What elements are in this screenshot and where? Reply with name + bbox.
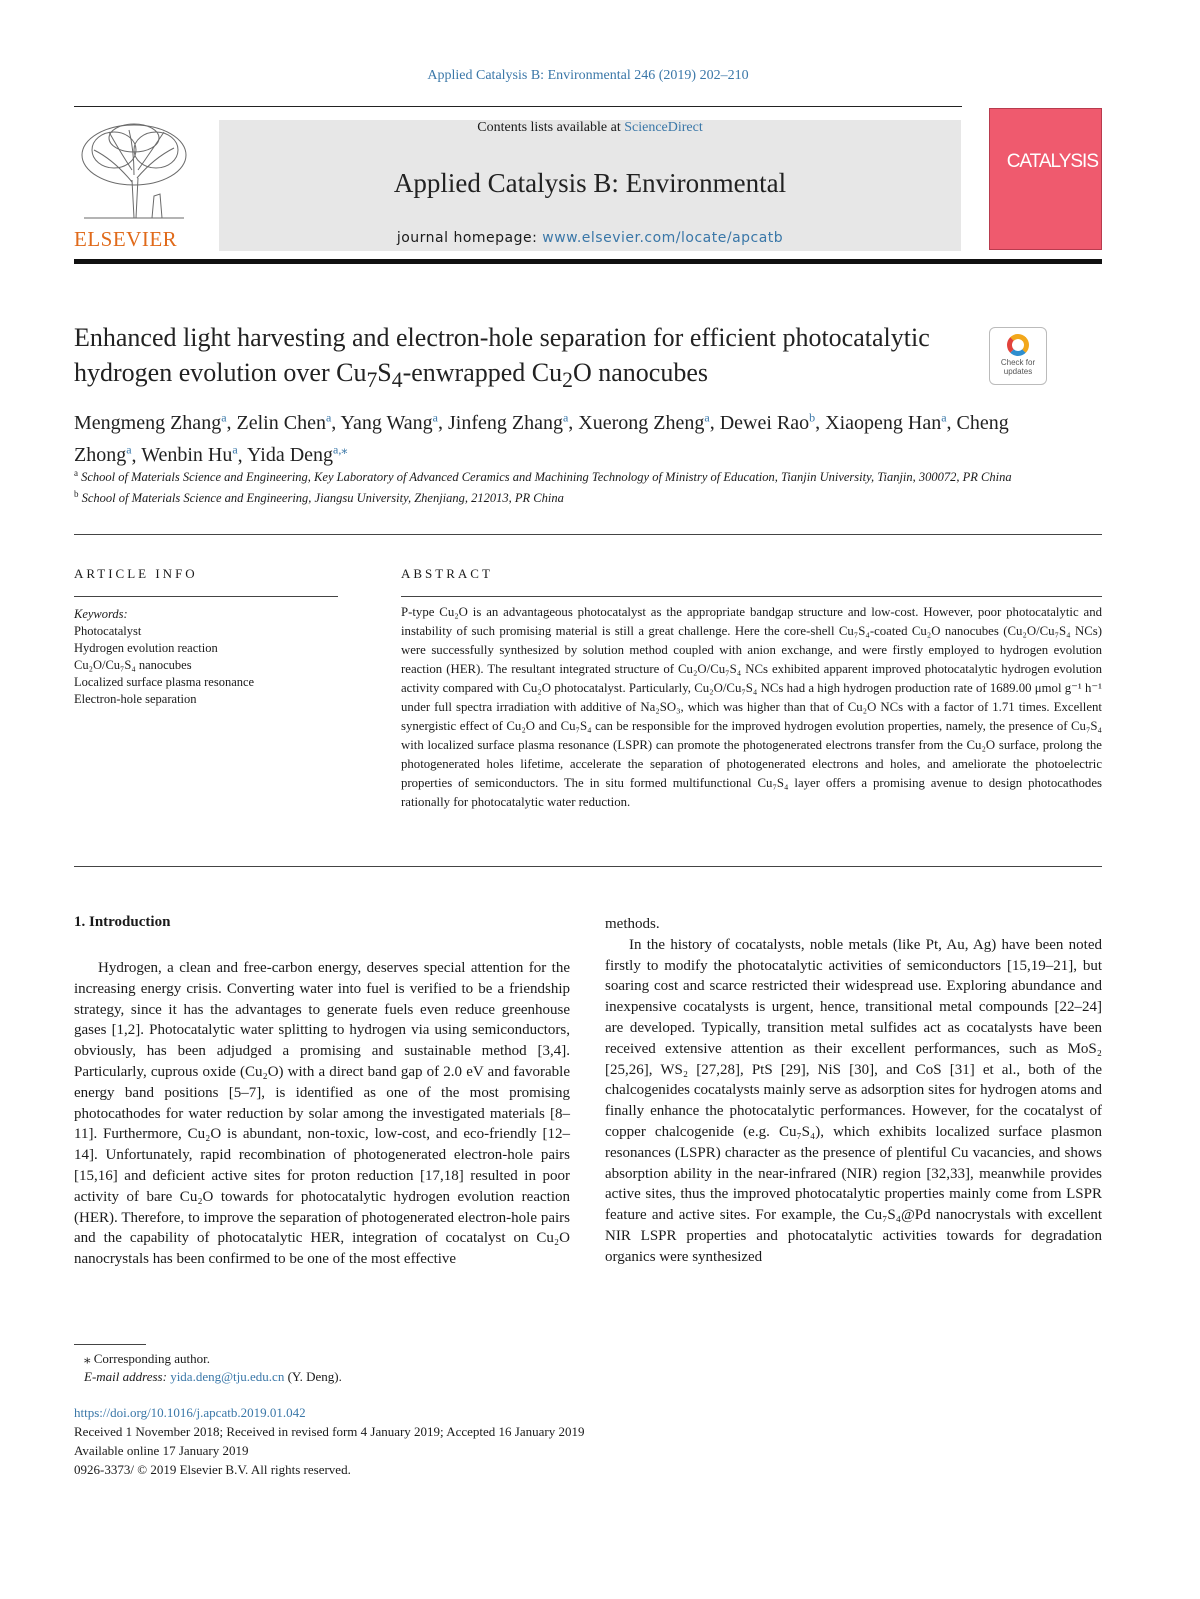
keyword-item: Hydrogen evolution reaction — [74, 641, 218, 655]
author-affiliation-mark[interactable]: a — [704, 410, 710, 424]
author-name[interactable]: Mengmeng Zhang$^a$ — [74, 410, 227, 434]
corresponding-author-note: ⁎ Corresponding author. — [84, 1351, 211, 1366]
affiliations — [74, 465, 1024, 507]
online-date: Available online 17 January 2019 — [74, 1443, 249, 1458]
author-affiliation-mark[interactable]: a — [562, 410, 569, 424]
author-affiliation-mark[interactable]: a — [221, 410, 227, 424]
section-heading-introduction: 1. Introduction — [74, 914, 171, 930]
abstract-bottom-rule — [74, 866, 1102, 867]
keywords-block — [74, 606, 344, 708]
elsevier-logo — [74, 120, 196, 252]
author-affiliation-mark[interactable]: a,⁎ — [333, 442, 348, 457]
journal-citation[interactable]: Applied Catalysis B: Environmental 246 (2019) 202–210 — [427, 68, 749, 83]
author-name[interactable]: Zelin Chen$^a$ — [236, 410, 332, 434]
body-column-left — [74, 958, 570, 1270]
doi-link[interactable]: https://doi.org/10.1016/j.apcatb.2019.01.042 — [74, 1405, 306, 1420]
keywords-label: Keywords: — [74, 607, 128, 621]
check-updates-label-2: updates — [1003, 367, 1033, 376]
keyword-item: Electron-hole separation — [74, 692, 197, 706]
check-updates-icon — [1007, 334, 1029, 356]
article-title: Enhanced light harvesting and electron-hole separation for efficient photocatalytic hydrogen evolution over $Cu_7S_4$-enwrapped $Cu_2O$ nanocubes — [74, 323, 930, 393]
author-name[interactable]: Jinfeng Zhang$^a$ — [447, 410, 569, 434]
author-name[interactable]: Wenbin Hu$^a$ — [141, 442, 238, 467]
contents-prefix: Contents lists available at — [477, 120, 625, 135]
contents-line — [219, 120, 961, 136]
check-for-updates-button[interactable] — [989, 327, 1047, 385]
homepage-link[interactable]: www.elsevier.com/locate/apcatb — [542, 230, 784, 246]
keyword-item: Localized surface plasma resonance — [74, 675, 255, 689]
email-note: E-mail address: yida.deng@tju.edu.cn (Y. Deng). — [84, 1369, 342, 1384]
abstract-heading: ABSTRACT — [401, 566, 493, 581]
affiliation-b: $^b$ School of Materials Science and Engineering, Jiangsu University, Zhenjiang, 212013, PR China — [74, 489, 564, 506]
author-name[interactable]: Yida Deng$^{a,⁎}$ — [246, 442, 348, 467]
elsevier-tree-icon — [74, 120, 194, 220]
intro-paragraph-1: Hydrogen, a clean and free-carbon energy, deserves special attention for the increasing energy crisis. Converting water into fuel is verified to be a friendship strategy, since it has the advantages to generate fuels even reduce greenhouse gases [1,2]. Photocatalytic water splitting to hydrogen via using semiconductors, obviously, has been adjudged a promising and sustainable method [3,4]. Particularly, cuprous oxide (Cu₂O) with a direct band gap of 2.0 eV and favorable energy band positions [5–7], is identified as one of the most promising photocathodes for water reduction by solar among the investigated materials [8–11]. Furthermore, Cu₂O is abundant, non-toxic, low-cost, and eco-friendly [12–14]. Unfortunately, rapid recombination of photogenerated electron-hole pairs [15,16] and deficient active sites for proton reduction [17,18] resulted in poor activity of bare Cu₂O towards for photocatalytic hydrogen evolution reaction (HER). Therefore, to improve the separation of photogenerated electron-hole pairs and the capability of photocatalytic HER, integration of cocatalyst on Cu₂O nanocrystals has been confirmed to be one of the most effective — [74, 960, 570, 1268]
received-dates: Received 1 November 2018; Received in revised form 4 January 2019; Accepted 16 January 2019 — [74, 1424, 585, 1439]
author-name[interactable]: Dewei Rao$^b$ — [719, 410, 816, 434]
homepage-line — [219, 230, 961, 246]
footnotes — [84, 1350, 684, 1386]
author-affiliation-mark[interactable]: a — [432, 410, 438, 424]
affiliation-rule — [74, 534, 1102, 535]
author-list: Mengmeng Zhang$^a$, Zelin Chen$^a$, Yang Wang$^a$, Jinfeng Zhang$^a$, Xuerong Zheng$^a$, Dewei Rao$^b$, Xiaopeng Han$^a$, Cheng Zhong$^a$, Wenbin Hu$^a$, Yida Deng$^{a,⁎}$ — [74, 410, 1009, 467]
journal-cover-thumbnail[interactable] — [989, 108, 1102, 250]
cover-word: CATALYSIS — [1006, 151, 1098, 172]
author-name[interactable]: Yang Wang$^a$ — [340, 410, 438, 434]
author-affiliation-mark[interactable]: a — [325, 410, 332, 424]
header-thick-rule — [74, 259, 1102, 264]
intro-paragraph-2: In the history of cocatalysts, noble metals (like Pt, Au, Ag) have been noted firstly to modify the photocatalytic activities of semiconductors [15,19–21], but soaring cost and scarce restricted their widespread use. Exploring abundance and inexpensive cocatalysts is urgent, hence, transitional metal compounds [22–24] are developed. Typically, transition metal sulfides act as cocatalysts have been received extensive attention as their excellent performances, such as MoS₂ [25,26], WS₂ [27,28], PtS [29], NiS [30], and CoS [31] et al., both of the chalcogenides cocatalysts mainly serve as adsorption sites for hydrogen atoms and finally enhance the photocatalytic performances. However, for the cocatalyst of copper chalcogenide (e.g. Cu₇S₄), which exhibits localized surface plasmon resonances (LSPR) character as the presence of plentiful Cu vacancies, and shows absorption ability in the near-infrared (NIR) region [32,33], meanwhile provides active sites, thus the improved photocatalytic properties mainly come from LSPR feature and active sites. For example, the Cu₇S₄@Pd nanocrystals with excellent NIR LSPR properties and photocatalytic activities towards for degradation organics were synthesized — [605, 936, 1102, 1265]
author-affiliation-mark[interactable]: a — [941, 410, 947, 424]
abstract-rule — [401, 596, 1102, 597]
author-name[interactable]: Xuerong Zheng$^a$ — [578, 410, 710, 434]
abstract-text: P-type Cu₂O is an advantageous photocatalyst as the appropriate bandgap structure and low-cost. However, poor photocatalytic and instability of such promising material is still a great challenge. Here the core-shell Cu₇S₄-coated Cu₂O nanocubes (Cu₂O/Cu₇S₄ NCs) were successfully synthesized by solution method coupled with anion exchange, and were firstly employed to hydrogen evolution reaction (HER). The resultant integrated structure of Cu₂O/Cu₇S₄ NCs exhibited apparent improved photocatalytic hydrogen evolution activity compared with Cu₂O photocatalyst. Particularly, Cu₂O/Cu₇S₄ NCs had a high hydrogen production rate of 1689.00 μmol g⁻¹ h⁻¹ under full spectra irradiation with additive of Na₂SO₃, which was higher than that of Cu₂O NCs with a factor of 1.71 times. Excellent synergistic effect of Cu₂O and Cu₇S₄ can be responsible for the improved hydrogen evolution properties, namely, the presence of Cu₇S₄ with localized surface plasma resonance (LSPR) can promote the photogenerated electrons transfer from the Cu₂O surface, prolong the photogenerated holes lifetime, accelerate the separation of photogenerated electrons and holes, and ameliorate the photoelectric properties of semiconductors. The in situ formed multifunctional Cu₇S₄ layer offers a promising avenue to design photocathodes rationally for photocatalytic water reduction. — [401, 605, 1102, 809]
author-affiliation-mark[interactable]: a — [232, 442, 238, 457]
copyright: 0926-3373/ © 2019 Elsevier B.V. All rights reserved. — [74, 1462, 351, 1477]
elsevier-wordmark: ELSEVIER — [74, 227, 178, 251]
author-affiliation-mark[interactable]: a — [126, 442, 132, 457]
homepage-prefix: journal homepage: — [396, 230, 543, 246]
publication-info — [74, 1403, 874, 1479]
affiliation-a: $^a$ School of Materials Science and Engineering, Key Laboratory of Advanced Ceramics and Machining Technology of Ministry of Education, Tianjin University, Tianjin, 300072, PR China — [74, 468, 1012, 485]
keyword-item: Photocatalyst — [74, 624, 142, 638]
footnote-rule — [74, 1344, 146, 1345]
author-name[interactable]: Xiaopeng Han$^a$ — [825, 410, 947, 434]
sciencedirect-link[interactable]: ScienceDirect — [624, 120, 703, 135]
check-updates-label-1: Check for — [1000, 358, 1036, 367]
article-info-heading: ARTICLE INFO — [74, 566, 198, 581]
keyword-item: Cu₂O/Cu₇S₄ nanocubes — [74, 658, 192, 672]
author-affiliation-mark[interactable]: b — [809, 410, 816, 424]
body-column-right — [605, 914, 1102, 1268]
author-name[interactable]: Cheng Zhong$^a$ — [74, 411, 1009, 467]
article-info-rule — [74, 596, 338, 597]
header-rule — [74, 106, 962, 107]
journal-title: Applied Catalysis B: Environmental — [393, 168, 787, 198]
intro-continuation: methods. — [605, 916, 660, 932]
journal-banner — [219, 120, 961, 251]
email-link[interactable]: yida.deng@tju.edu.cn — [170, 1369, 285, 1384]
